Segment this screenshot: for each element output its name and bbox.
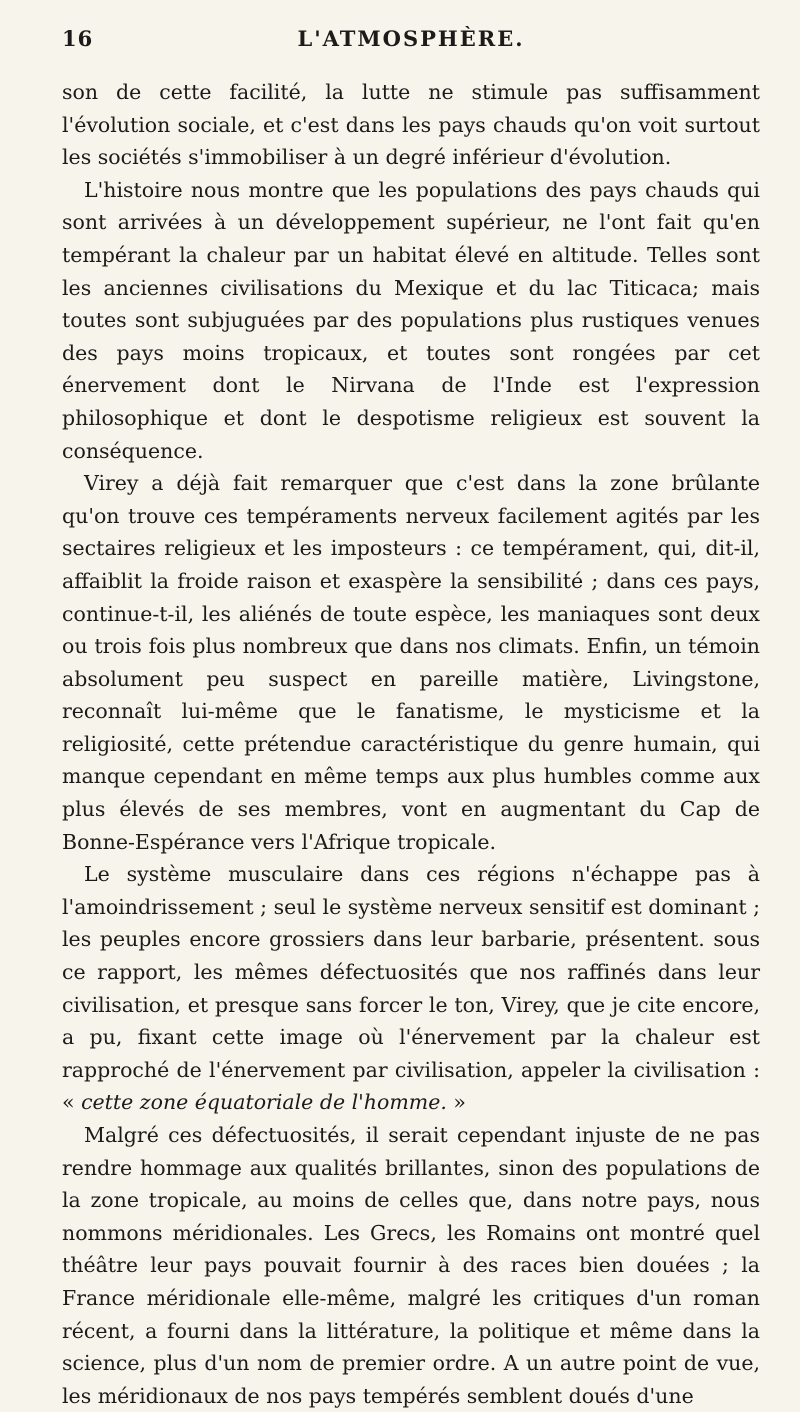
paragraph-5: Malgré ces défectuosités, il serait cependant injuste de ne pas rendre hommage aux qualités brillantes, sinon des populations de la zone tropicale, au moins de celles que, dans notre pays, nous nommons méridionales. Les Grecs, les Romains ont montré quel théâtre leur pays pouvait fournir à des races bien douées ; la France méridionale elle-même, malgré les critiques d'un roman récent, a fourni dans la littérature, la politique et même dans la science, plus d'un nom de premier ordre. A un autre point de vue, les méridionaux de nos pays tempérés semblent doués d'une: [62, 1123, 760, 1408]
paragraph-4-text: Le système musculaire dans ces régions n'échappe pas à l'amoindrissement ; seul le système nerveux sensitif est dominant ; les peuples encore grossiers dans leur barbarie, présentent. sous ce rapport, les mêmes défectuosités que nos raffinés dans leur civilisation, et presque sans forcer le ton, Virey, que je cite encore, a pu, fixant cette image où l'énervement par la chaleur est rapproché de l'énervement par civilisation, appeler la civilisation : «: [62, 862, 760, 1115]
paragraph-4-closing: »: [446, 1090, 466, 1115]
page-header: [62, 26, 760, 60]
running-title: L'ATMOSPHÈRE.: [297, 26, 525, 51]
paragraph-2: L'histoire nous montre que les populations des pays chauds qui sont arrivées à un développement supérieur, ne l'ont fait qu'en tempérant la chaleur par un habitat élevé en altitude. Telles sont les anciennes civilisations du Mexique et du lac Titicaca; mais toutes sont subjuguées par des populations plus rustiques venues des pays moins tropicaux, et toutes sont rongées par cet énervement dont le Nirvana de l'Inde est l'expression philosophique et dont le despotisme religieux est souvent la conséquence.: [62, 177, 760, 463]
paragraph-4: [62, 858, 760, 1119]
paragraph-4-italic-quote: cette zone équatoriale de l'homme.: [81, 1090, 447, 1115]
paragraph-1: son de cette facilité, la lutte ne stimule pas suffisamment l'évolution sociale, et c'est dans les pays chauds qu'on voit surtout les sociétés s'immobiliser à un degré inférieur d'évolution.: [62, 80, 760, 170]
paragraph-3: Virey a déjà fait remarquer que c'est dans la zone brûlante qu'on trouve ces tempéraments nerveux facilement agités par les sectaires religieux et les imposteurs : ce tempérament, qui, dit-il, affaiblit la froide raison et exaspère la sensibilité ; dans ces pays, continue-t-il, les aliénés de toute espèce, les maniaques sont deux ou trois fois plus nombreux que dans nos climats. Enfin, un témoin absolument peu suspect en pareille matière, Livingstone, reconnaît lui-même que le fanatisme, le mysticisme et la religiosité, cette prétendue caractéristique du genre humain, qui manque cependant en même temps aux plus humbles comme aux plus élevés de ses membres, vont en augmentant du Cap de Bonne-Espérance vers l'Afrique tropicale.: [62, 471, 760, 854]
page-number: 16: [62, 26, 94, 51]
body-text: [62, 76, 760, 1412]
